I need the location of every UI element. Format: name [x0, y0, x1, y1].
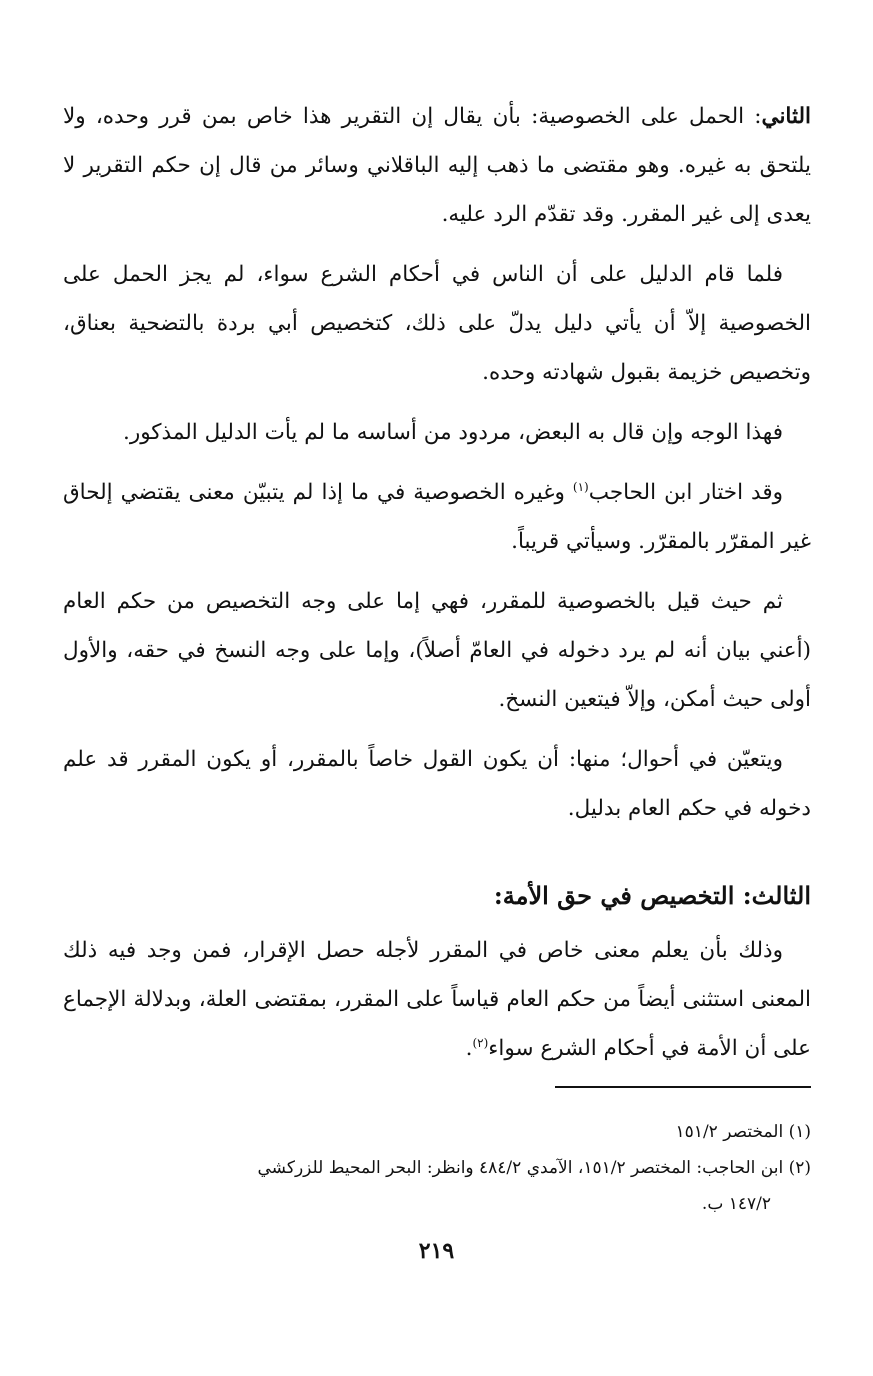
footnotes: [63, 1114, 811, 1222]
paragraph-text: : الحمل على الخصوصية: بأن يقال إن التقرير هذا خاص بمن قرر وحده، ولا يلتحق به غيره. وهو مقتضى ما ذهب إليه الباقلاني وسائر من قال إن حكم التقرير لا يعدى إلى غير المقرر. وقد تقدّم الرد عليه.: [63, 104, 811, 227]
paragraph: [63, 468, 811, 566]
paragraph-text: وغيره الخصوصية في ما إذا لم يتبيّن معنى يقتضي إلحاق غير المقرّر بالمقرّر. وسيأتي قريباً.: [63, 480, 811, 554]
footnote-divider: [555, 1086, 811, 1088]
main-text: [63, 92, 811, 1084]
paragraph: ثم حيث قيل بالخصوصية للمقرر، فهي إما على وجه التخصيص من حكم العام (أعني بيان أنه لم يرد دخوله في العامّ أصلاً)، وإما على وجه النسخ في حقه، والأول أولى حيث أمكن، وإلاّ فيتعين النسخ.: [63, 589, 811, 712]
paragraph-text: وذلك بأن يعلم معنى خاص في المقرر لأجله حصل الإقرار، فمن وجد فيه ذلك المعنى استثنى أيضاً من حكم العام قياساً على المقرر، بمقتضى العلة، وبدلالة الإجماع على أن الأمة في أحكام الشرع سواء: [63, 938, 811, 1061]
paragraph: فلما قام الدليل على أن الناس في أحكام الشرع سواء، لم يجز الحمل على الخصوصية إلاّ أن يأتي دليل يدلّ على ذلك، كتخصيص أبي بردة بالتضحية بعناق، وتخصيص خزيمة بقبول شهادته وحده.: [63, 262, 811, 385]
footnote-ref: (٢): [472, 1035, 489, 1050]
section-heading: الثالث: التخصيص في حق الأمة:: [493, 881, 811, 910]
paragraph-text: .: [465, 1036, 473, 1061]
paragraph: ويتعيّن في أحوال؛ منها: أن يكون القول خاصاً بالمقرر، أو يكون المقرر قد علم دخوله في حكم العام بدليل.: [63, 747, 811, 821]
footnote: (٢) ابن الحاجب: المختصر ١٥١/٢، الآمدي ٤٨٤/٢ وانظر: البحر المحيط للزركشي: [257, 1158, 811, 1178]
lead-term: الثاني: [761, 104, 811, 129]
footnote-continuation: ١٤٧/٢ ب.: [701, 1194, 771, 1214]
footnote-ref: (١): [572, 479, 589, 494]
page-number: ٢١٩: [418, 1238, 455, 1264]
paragraph: [63, 926, 811, 1073]
footnote: (١) المختصر ١٥١/٢: [675, 1122, 811, 1142]
paragraph: فهذا الوجه وإن قال به البعض، مردود من أساسه ما لم يأت الدليل المذكور.: [122, 420, 783, 445]
paragraph: [63, 92, 811, 239]
paragraph-text: وقد اختار ابن الحاجب: [588, 480, 784, 505]
